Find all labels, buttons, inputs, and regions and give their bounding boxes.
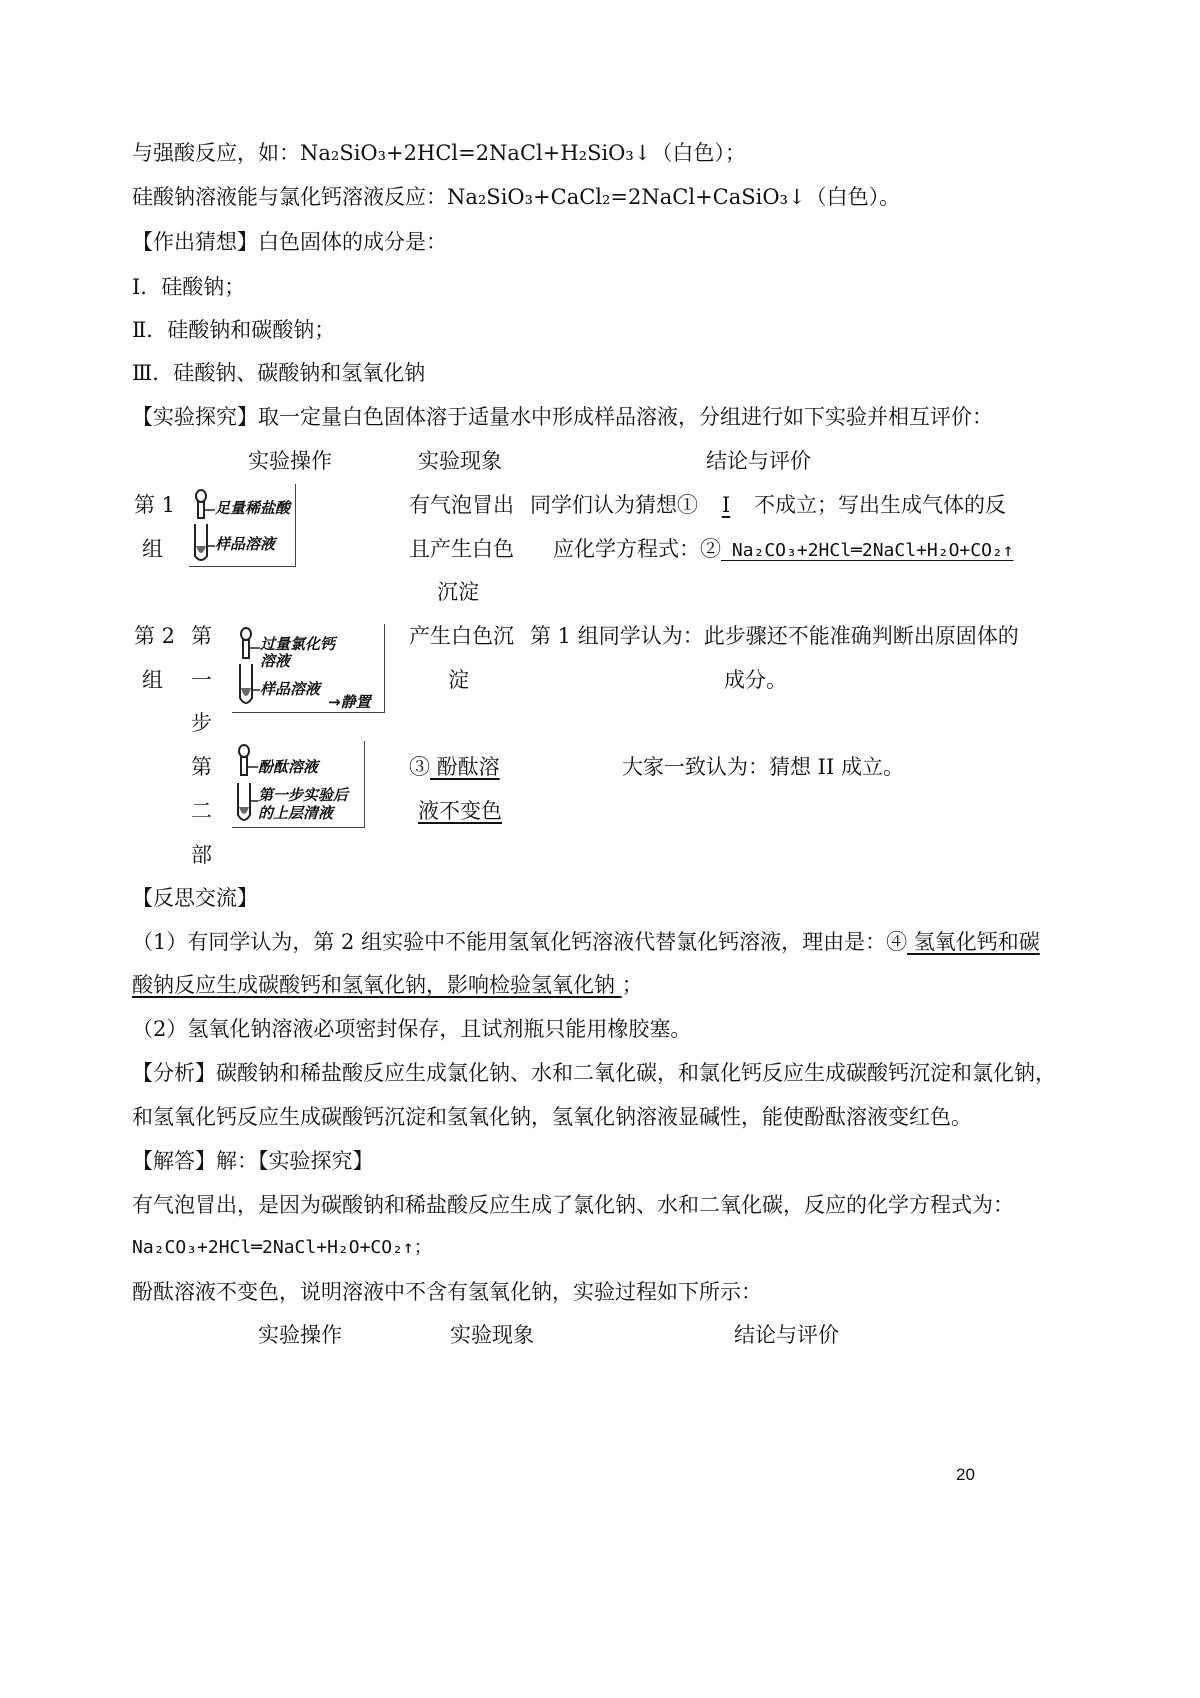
question-text: （1）有同学认为，第 2 组实验中不能用氢氧化钙溶液代替氯化钙溶液，理由是：④ bbox=[132, 930, 908, 954]
table-header: 实验操作 bbox=[258, 1323, 342, 1347]
figure-label: 第一步实验后 bbox=[258, 786, 349, 804]
figure-label: 过量氯化钙 bbox=[260, 635, 336, 653]
text-line bbox=[132, 930, 1040, 955]
text-line bbox=[132, 973, 643, 998]
conclusion-text: 成分。 bbox=[724, 668, 787, 692]
figure-label: 酚酞溶液 bbox=[258, 758, 319, 776]
equation: Na₂CO₃+2HCl═2NaCl+H₂O+CO₂↑； bbox=[132, 1237, 432, 1258]
step-label: 一 bbox=[191, 668, 212, 692]
phenomenon-text bbox=[409, 755, 500, 780]
table-header: 实验现象 bbox=[450, 1323, 534, 1347]
figure-label: 溶液 bbox=[260, 652, 291, 670]
answer-blank-4-cont: 酸钠反应生成碳酸钙和氢氧化钠，影响检验氢氧化钠 bbox=[132, 973, 622, 997]
group-label: 第 2 bbox=[134, 624, 176, 648]
figure-label: 样品溶液 bbox=[260, 680, 321, 698]
table-header: 结论与评价 bbox=[734, 1323, 839, 1347]
dropper-tube-icon bbox=[189, 484, 295, 566]
hypothesis-item: Ⅰ．硅酸钠； bbox=[132, 275, 246, 299]
section-heading: 【反思交流】 bbox=[132, 886, 258, 910]
text-line: （2）氢氧化钠溶液必项密封保存，且试剂瓶只能用橡胶塞。 bbox=[132, 1017, 692, 1041]
conclusion-text bbox=[530, 493, 1006, 518]
answer-blank-2: Na₂CO₃+2HCl═2NaCl+H₂O+CO₂↑ bbox=[721, 540, 1014, 561]
step-label: 步 bbox=[191, 711, 212, 735]
analysis-text: 【分析】碳酸钠和稀盐酸反应生成氯化钠、水和二氧化碳，和氯化钙反应生成碳酸钙沉淀和氯化钠， bbox=[132, 1061, 1056, 1085]
answer-text: 有气泡冒出，是因为碳酸钠和稀盐酸反应生成了氯化钠、水和二氧化碳，反应的化学方程式为： bbox=[132, 1193, 1014, 1217]
group-label: 第 1 bbox=[134, 493, 176, 517]
figure-label: →静置 bbox=[328, 693, 371, 711]
test-tube-figure bbox=[232, 741, 365, 828]
punctuation: ； bbox=[621, 973, 643, 997]
figure-label: 的上层清液 bbox=[258, 804, 334, 822]
test-tube-figure bbox=[189, 484, 296, 567]
hypothesis-item: Ⅱ．硅酸钠和碳酸钠； bbox=[132, 318, 336, 342]
conclusion-part: 同学们认为猜想① bbox=[530, 493, 698, 517]
hypothesis-item: Ⅲ．硅酸钠、碳酸钠和氢氧化钠 bbox=[132, 361, 426, 385]
phenomenon-text: 淀 bbox=[448, 668, 469, 692]
phenomenon-text: 产生白色沉 bbox=[409, 624, 514, 648]
phenomenon-text bbox=[418, 799, 502, 824]
analysis-text: 和氢氧化钙反应生成碳酸钙沉淀和氢氧化钠，氢氧化钠溶液显碱性，能使酚酞溶液变红色。 bbox=[132, 1105, 972, 1129]
text-line: 与强酸反应，如：Na₂SiO₃+2HCl=2NaCl+H₂SiO₃↓（白色）； bbox=[132, 141, 746, 165]
table-header: 结论与评价 bbox=[706, 449, 811, 473]
step-label: 第 bbox=[191, 755, 212, 779]
section-heading: 【作出猜想】白色固体的成分是： bbox=[132, 230, 447, 254]
table-header: 实验现象 bbox=[418, 449, 502, 473]
answer-blank-1: Ⅰ bbox=[721, 493, 731, 517]
step-label: 部 bbox=[191, 843, 212, 867]
conclusion-text: 大家一致认为：猜想 II 成立。 bbox=[622, 755, 904, 779]
answer-blank-3-cont: 液不变色 bbox=[418, 799, 502, 823]
section-heading: 【实验探究】取一定量白色固体溶于适量水中形成样品溶液，分组进行如下实验并相互评价： bbox=[132, 405, 993, 429]
test-tube-figure bbox=[232, 624, 385, 713]
text-line: 硅酸钠溶液能与氯化钙溶液反应：Na₂SiO₃+CaCl₂=2NaCl+CaSiO₃↓（白色）。 bbox=[132, 185, 901, 209]
page-number: 20 bbox=[956, 1465, 975, 1484]
step-label: 二 bbox=[191, 799, 212, 823]
group-label: 组 bbox=[142, 537, 163, 561]
figure-label: 足量稀盐酸 bbox=[215, 499, 291, 517]
blank-number: ③ bbox=[409, 755, 430, 779]
answer-blank-4: 氢氧化钙和碳 bbox=[907, 930, 1040, 954]
phenomenon-text: 有气泡冒出 bbox=[409, 493, 514, 517]
group-label: 组 bbox=[142, 668, 163, 692]
step-label: 第 bbox=[191, 624, 212, 648]
answer-text: 酚酞溶液不变色，说明溶液中不含有氢氧化钠，实验过程如下所示： bbox=[132, 1280, 762, 1304]
conclusion-text bbox=[553, 537, 1014, 562]
phenomenon-text: 且产生白色 bbox=[409, 537, 514, 561]
phenomenon-text: 沉淀 bbox=[437, 580, 479, 604]
section-heading: 【解答】解：【实验探究】 bbox=[132, 1149, 374, 1173]
conclusion-part: 不成立；写出生成气体的反 bbox=[754, 493, 1006, 517]
conclusion-text: 第 1 组同学认为：此步骤还不能准确判断出原固体的 bbox=[530, 624, 1019, 648]
figure-label: 样品溶液 bbox=[215, 535, 276, 553]
answer-blank-3: 酚酞溶 bbox=[430, 755, 500, 779]
table-header: 实验操作 bbox=[248, 449, 332, 473]
conclusion-part: 应化学方程式：② bbox=[553, 537, 721, 561]
